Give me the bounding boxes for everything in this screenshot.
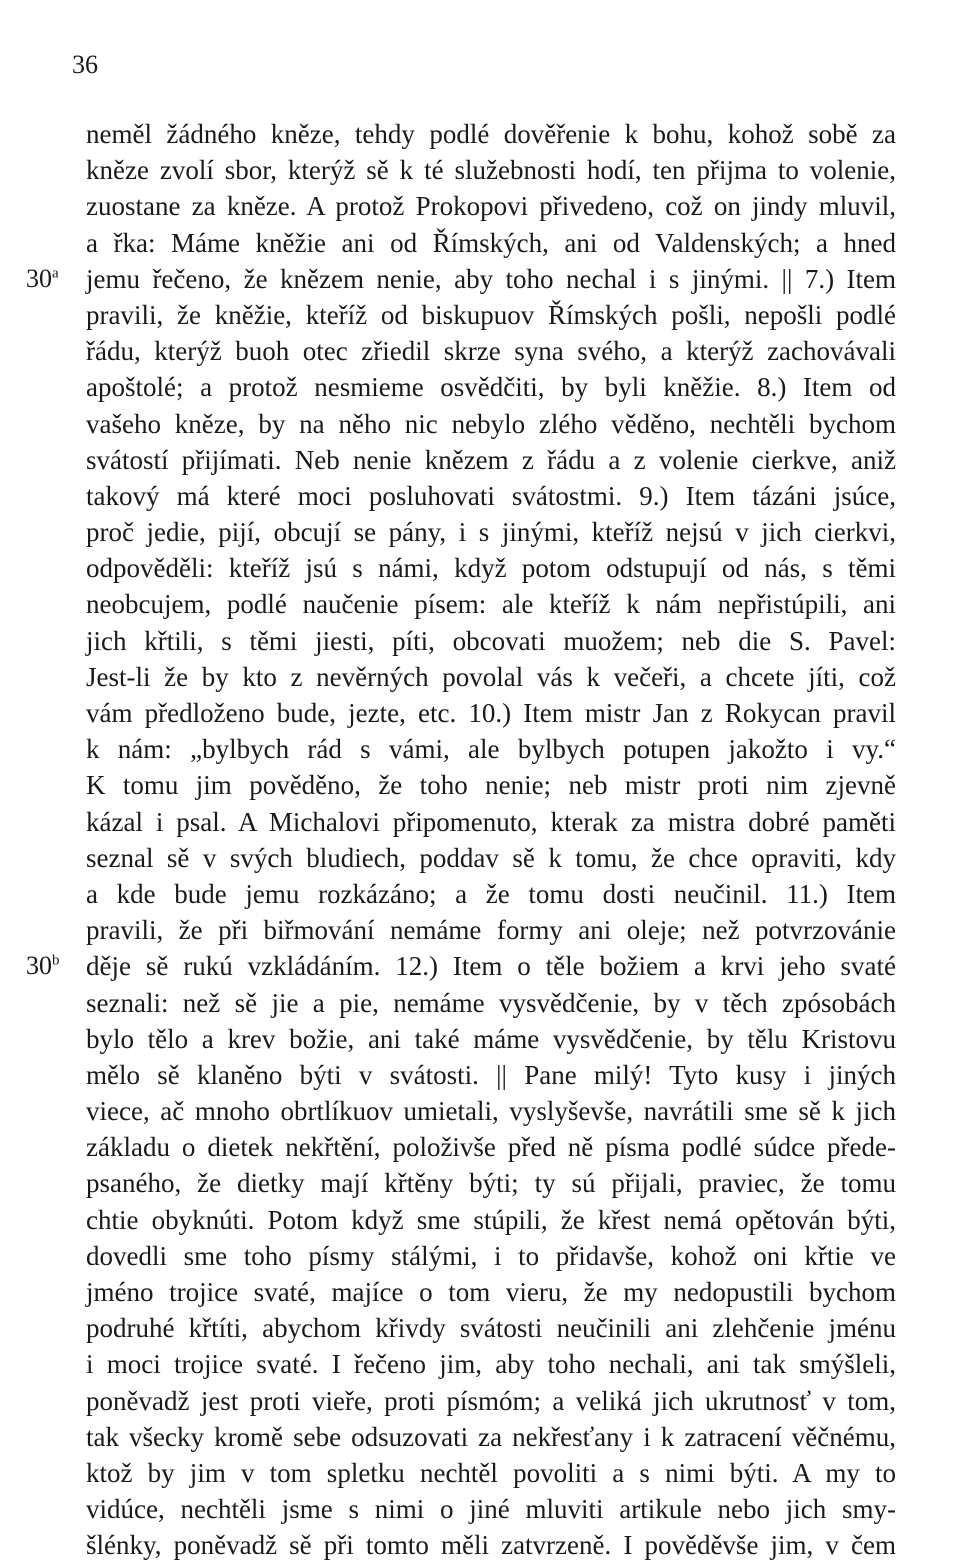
text-line: takový má které moci posluhovati svátostmi. 9.) Item tázáni jsúce, <box>86 480 896 511</box>
text-line: zuostane za kněze. A protož Prokopovi přivedeno, což on jindy mluvil, <box>86 191 896 222</box>
text-line: neobcujem, podlé naučenie písem: ale kteříž k nám nepřistúpili, ani <box>86 589 896 620</box>
margin-note-letter: a <box>52 265 59 282</box>
text-line: dovedli sme toho písmy stálými, i to přidavše, kohož oni křtie ve <box>86 1240 896 1271</box>
text-line: ktož by jim v tom spletku nechtěl povoliti a s nimi býti. A my to <box>86 1457 896 1488</box>
text-line: vám předloženo bude, jezte, etc. 10.) Item mistr Jan z Rokycan pravil <box>86 698 896 728</box>
text-line: děje sě rukú vzkládáním. 12.) Item o těle božiem a krvi jeho svaté 30$^b$ <box>86 948 896 984</box>
text-line: podruhé křtíti, abychom křivdy svátosti neučinili ani zlehčenie jménu <box>86 1313 896 1344</box>
text-line: proč jedie, pijí, obcují se pány, i s jinými, kteříž nejsú v jich cierkvi, <box>86 517 896 548</box>
margin-note-number: 30 <box>26 951 52 981</box>
text-line: k nám: „bylbych rád s vámi, ale bylbych potupen jakožto i vy.“ <box>86 734 896 765</box>
text-line: jemu řečeno, že knězem nenie, aby toho nechal i s jinými. || 7.) Item 30$^a$ <box>86 261 896 297</box>
text-line: základu o dietek nekřtění, položivše před ně písma podlé súdce přede- <box>86 1132 896 1163</box>
text-line: pravili, že při biřmování nemáme formy ani oleje; než potvrzovánie <box>86 915 896 946</box>
text-line: K tomu jim pověděno, že toho nenie; neb mistr proti nim zjevně <box>86 770 896 801</box>
page-number: 36 <box>72 50 98 79</box>
text-line: pravili, že kněžie, kteříž od biskupuov Římských pošli, nepošli podlé <box>86 299 896 330</box>
text-line: jméno trojice svaté, majíce o tom vieru, že my nedopustili bychom <box>86 1277 896 1307</box>
text-line: svátostí přijímati. Neb nenie knězem z řádu a z volenie cierkve, aniž <box>86 444 896 475</box>
text-line: kázal i psal. A Michalovi připomenuto, kterak za mistra dobré paměti <box>86 806 896 837</box>
text-line: viece, ač mnoho obrtlíkuov umietali, vyslyševše, navrátili sme sě k jich <box>86 1096 896 1127</box>
text-line: jich křtili, s těmi jiesti, píti, obcovati muožem; neb die S. Pavel: <box>86 625 896 656</box>
text-line: seznali: než sě jie a pie, nemáme vysvědčenie, by v těch zpósobách <box>86 987 896 1018</box>
text-line: i moci trojice svaté. I řečeno jim, aby toho nechali, ani tak smýšleli, <box>86 1349 896 1380</box>
margin-note <box>26 261 59 297</box>
text-line: tak všecky kromě sebe odsuzovati za nekřesťany i k zatracení věčnému, <box>86 1421 896 1452</box>
text-line: a kde bude jemu rozkázáno; a že tomu dosti neučinil. 11.) Item <box>86 878 896 909</box>
text-line: odpověděli: kteříž jsú s námi, když potom odstupují od nás, s těmi <box>86 553 896 584</box>
text-line: šlénky, poněvadž sě při tomto měli zatvrzeně. I pověděvše jim, v čem <box>86 1530 896 1561</box>
text-line: vašeho kněze, by na něho nic nebylo zlého věděno, nechtěli bychom <box>86 408 896 439</box>
text-line: chtie obyknúti. Potom když sme stúpili, že křest nemá opětován býti, <box>86 1204 896 1235</box>
margin-note-number: 30 <box>26 263 52 293</box>
text-line: apoštolé; a protož nesmieme osvědčiti, by byli kněžie. 8.) Item od <box>86 372 896 403</box>
text-line: neměl žádného kněze, tehdy podlé dověřenie k bohu, kohož sobě za <box>86 119 896 149</box>
text-line: a řka: Máme kněžie ani od Římských, ani od Valdenských; a hned <box>86 227 896 258</box>
margin-note <box>26 948 60 984</box>
text-line: psaného, že dietky mají křtěny býti; ty sú přijali, praviec, že tomu <box>86 1168 896 1199</box>
text-line: kněze zvolí sbor, kterýž sě k té služebnosti hodí, ten přijma to volenie, <box>86 155 896 186</box>
text-line: vidúce, nechtěli jsme s nimi o jiné mluviti artikule nebo jich smy- <box>86 1494 896 1525</box>
margin-note-letter: b <box>52 952 60 969</box>
text-line: mělo sě klaněno býti v svátosti. || Pane milý! Tyto kusy i jiných <box>86 1059 896 1090</box>
text-line: bylo tělo a krev božie, ani také máme vysvědčenie, by tělu Kristovu <box>86 1023 896 1054</box>
text-line: poněvadž jest proti vieře, proti písmóm; a veliká jich ukrutnosť v tom, <box>86 1385 896 1416</box>
body-text <box>26 116 896 1564</box>
text-line: řádu, kterýž buoh otec zřiedil skrze syna svého, a kterýž zachovávali <box>86 336 896 367</box>
text-line: Jest-li že by kto z nevěrných povolal vás k večeři, a chcete jíti, což <box>86 661 896 692</box>
text-line: seznal sě v svých bludiech, poddav sě k tomu, že chce opraviti, kdy <box>86 842 896 873</box>
